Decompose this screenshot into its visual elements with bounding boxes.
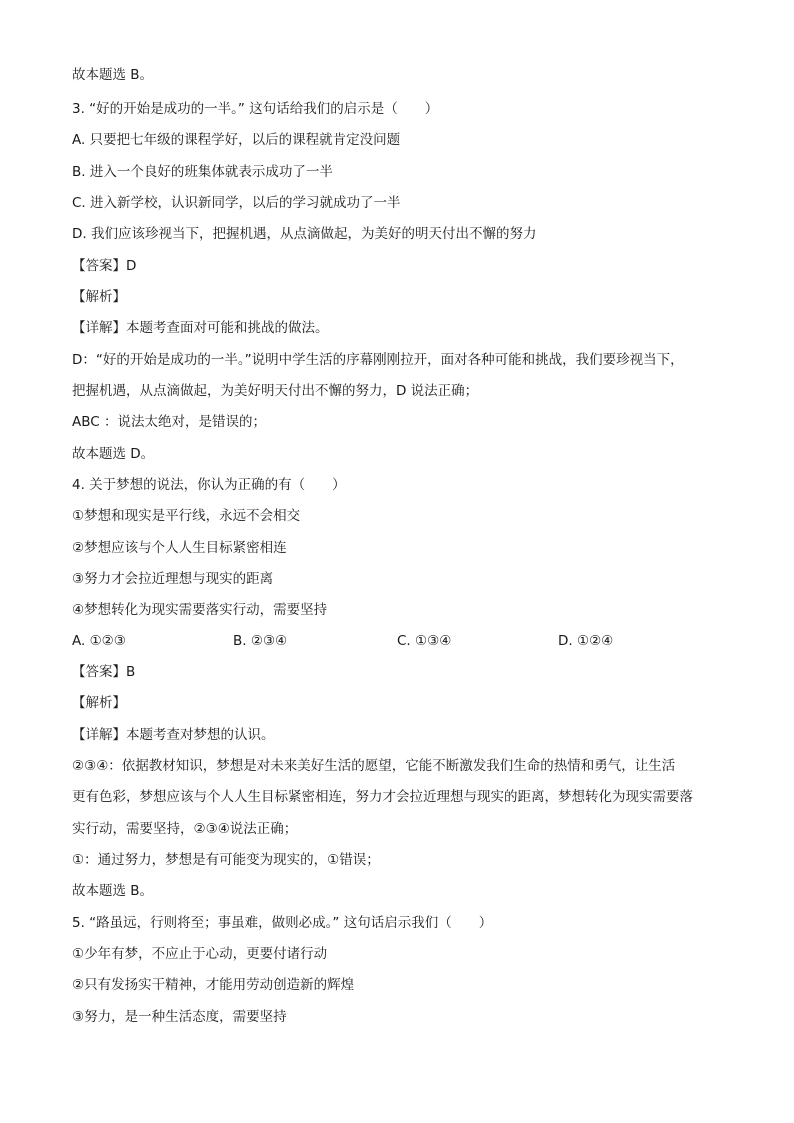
question-5: 5. “路虽远，行则将至；事虽难，做则必成。” 这句话启示我们（ ） xyxy=(72,915,493,931)
statement-3: ③努力才会拉近理想与现实的距离 xyxy=(72,571,274,587)
answer-label: 【答案】B xyxy=(72,664,136,680)
option-c: C. 进入新学校，认识新同学，以后的学习就成功了一半 xyxy=(72,195,401,211)
statement-1: ①梦想和现实是平行线，永远不会相交 xyxy=(72,508,301,524)
q4-option-c: C. ①③④ xyxy=(397,633,452,649)
question-3: 3. “好的开始是成功的一半。” 这句话给我们的启示是（ ） xyxy=(72,101,439,117)
statement-2: ②梦想应该与个人人生目标紧密相连 xyxy=(72,540,287,556)
q4-options-row xyxy=(72,632,722,650)
text-line: 故本题选 B。 xyxy=(72,67,154,83)
statement-3: ③努力，是一种生活态度，需要坚持 xyxy=(72,1009,287,1025)
text-line: D：“好的开始是成功的一半。”说明中学生活的序幕刚刚拉开，面对各种可能和挑战，我们要珍视当下， xyxy=(72,352,684,368)
q4-option-a: A. ①②③ xyxy=(72,633,126,649)
text-line: 更有色彩，梦想应该与个人人生目标紧密相连，努力才会拉近理想与现实的距离，梦想转化为现实需要落 xyxy=(72,789,693,805)
option-b: B. 进入一个良好的班集体就表示成功了一半 xyxy=(72,164,333,180)
option-a: A. 只要把七年级的课程学好，以后的课程就肯定没问题 xyxy=(72,132,401,148)
analysis-label: 【解析】 xyxy=(72,289,126,305)
statement-2: ②只有发扬实干精神，才能用劳动创造新的辉煌 xyxy=(72,977,355,993)
q4-option-d: D. ①②④ xyxy=(558,633,614,649)
statement-4: ④梦想转化为现实需要落实行动，需要坚持 xyxy=(72,602,328,618)
text-line: 故本题选 B。 xyxy=(72,883,154,899)
question-4: 4. 关于梦想的说法，你认为正确的有（ ） xyxy=(72,477,346,493)
detail-label: 【详解】本题考查面对可能和挑战的做法。 xyxy=(72,320,329,336)
option-d: D. 我们应该珍视当下，把握机遇，从点滴做起，为美好的明天付出不懈的努力 xyxy=(72,226,537,242)
answer-label: 【答案】D xyxy=(72,258,137,274)
text-line: ABC ：说法太绝对，是错误的； xyxy=(72,414,266,430)
q4-option-b: B. ②③④ xyxy=(233,633,288,649)
text-line: 把握机遇，从点滴做起，为美好明天付出不懈的努力，D 说法正确； xyxy=(72,383,479,399)
statement-1: ①少年有梦，不应止于心动，更要付诸行动 xyxy=(72,946,328,962)
detail-label: 【详解】本题考查对梦想的认识。 xyxy=(72,727,275,743)
analysis-label: 【解析】 xyxy=(72,695,126,711)
text-line: ①：通过努力，梦想是有可能变为现实的，①错误； xyxy=(72,852,380,868)
text-line: 实行动，需要坚持，②③④说法正确； xyxy=(72,821,298,837)
text-line: ②③④：依据教材知识，梦想是对未来美好生活的愿望，它能不断激发我们生命的热情和勇气，让生活 xyxy=(72,758,676,774)
text-line: 故本题选 D。 xyxy=(72,446,155,462)
